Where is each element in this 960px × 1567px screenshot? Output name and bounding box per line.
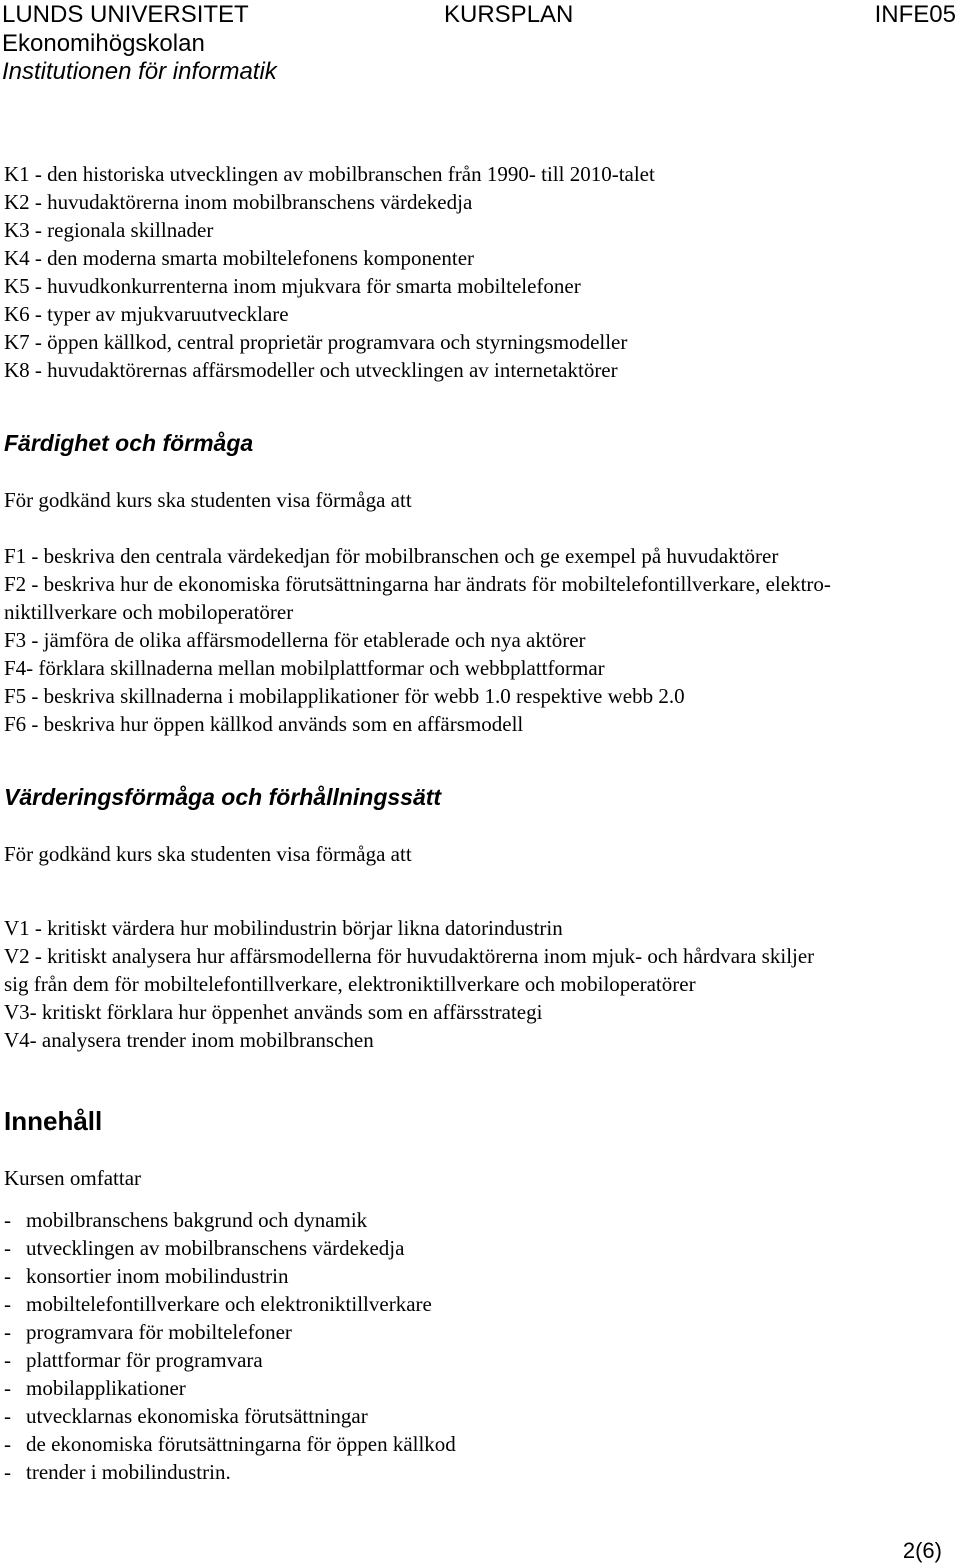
department-name: Institutionen för informatik	[2, 58, 277, 85]
skills-list	[4, 542, 956, 738]
list-item	[4, 1206, 956, 1234]
bullet-dash: -	[4, 1348, 11, 1372]
skills-heading: Färdighet och förmåga	[4, 430, 254, 456]
knowledge-item: K7 - öppen källkod, central proprietär programvara och styrningsmodeller	[4, 330, 628, 354]
value-item: V2 - kritiskt analysera hur affärsmodellerna för huvudaktörerna inom mjuk- och hårdvara skiljer	[4, 944, 815, 968]
bullet-dash: -	[4, 1404, 11, 1428]
content-intro: Kursen omfattar	[4, 1166, 142, 1190]
page-header	[2, 0, 958, 86]
list-item-text: mobilbranschens bakgrund och dynamik	[26, 1208, 368, 1232]
knowledge-item: K8 - huvudaktörernas affärsmodeller och utvecklingen av internetaktörer	[4, 358, 618, 382]
knowledge-item: K5 - huvudkonkurrenterna inom mjukvara för smarta mobiltelefoner	[4, 274, 581, 298]
content-list	[4, 1206, 956, 1486]
bullet-dash: -	[4, 1292, 11, 1316]
list-item-text: de ekonomiska förutsättningarna för öppen källkod	[26, 1432, 456, 1456]
list-item-text: programvara för mobiltelefoner	[26, 1320, 292, 1344]
value-item: sig från dem för mobiltelefontillverkare, elektroniktillverkare och mobiloperatörer	[4, 972, 696, 996]
values-intro: För godkänd kurs ska studenten visa förmåga att	[4, 842, 412, 866]
skills-intro: För godkänd kurs ska studenten visa förmåga att	[4, 488, 412, 512]
knowledge-list	[4, 160, 956, 384]
list-item-text: plattformar för programvara	[26, 1348, 263, 1372]
list-item-text: konsortier inom mobilindustrin	[26, 1264, 289, 1288]
bullet-dash: -	[4, 1432, 11, 1456]
list-item	[4, 1346, 956, 1374]
bullet-dash: -	[4, 1460, 11, 1484]
value-item: V1 - kritiskt värdera hur mobilindustrin börjar likna datorindustrin	[4, 916, 563, 940]
bullet-dash: -	[4, 1320, 11, 1344]
value-item: V3- kritiskt förklara hur öppenhet används som en affärsstrategi	[4, 1000, 543, 1024]
list-item-text: mobilapplikationer	[26, 1376, 186, 1400]
bullet-dash: -	[4, 1376, 11, 1400]
knowledge-item: K3 - regionala skillnader	[4, 218, 214, 242]
course-code: INFE05	[874, 1, 956, 28]
list-item-text: utvecklingen av mobilbranschens värdekedja	[26, 1236, 405, 1260]
document-type: KURSPLAN	[444, 1, 574, 28]
school-name: Ekonomihögskolan	[2, 30, 205, 57]
list-item	[4, 1262, 956, 1290]
list-item-text: mobiltelefontillverkare och elektroniktillverkare	[26, 1292, 432, 1316]
knowledge-item: K1 - den historiska utvecklingen av mobilbranschen från 1990- till 2010-talet	[4, 162, 655, 186]
skill-item: F6 - beskriva hur öppen källkod används som en affärsmodell	[4, 712, 524, 736]
list-item	[4, 1234, 956, 1262]
knowledge-item: K2 - huvudaktörerna inom mobilbranschens värdekedja	[4, 190, 473, 214]
list-item	[4, 1458, 956, 1486]
list-item-text: utvecklarnas ekonomiska förutsättningar	[26, 1404, 368, 1428]
university-name: LUNDS UNIVERSITET	[2, 1, 249, 28]
list-item	[4, 1402, 956, 1430]
bullet-dash: -	[4, 1208, 11, 1232]
skill-item: niktillverkare och mobiloperatörer	[4, 600, 294, 624]
knowledge-item: K6 - typer av mjukvaruutvecklare	[4, 302, 289, 326]
bullet-dash: -	[4, 1236, 11, 1260]
list-item	[4, 1318, 956, 1346]
value-item: V4- analysera trender inom mobilbranschen	[4, 1028, 374, 1052]
skill-item: F2 - beskriva hur de ekonomiska förutsättningarna har ändrats för mobiltelefontillverkare, elektro-	[4, 572, 831, 596]
list-item-text: trender i mobilindustrin.	[26, 1460, 231, 1484]
skill-item: F1 - beskriva den centrala värdekedjan för mobilbranschen och ge exempel på huvudaktörer	[4, 544, 779, 568]
list-item	[4, 1290, 956, 1318]
values-heading: Värderingsförmåga och förhållningssätt	[4, 784, 442, 810]
values-list	[4, 914, 956, 1054]
list-item	[4, 1430, 956, 1458]
content-heading: Innehåll	[4, 1106, 103, 1136]
knowledge-item: K4 - den moderna smarta mobiltelefonens komponenter	[4, 246, 475, 270]
skill-item: F5 - beskriva skillnaderna i mobilapplikationer för webb 1.0 respektive webb 2.0	[4, 684, 685, 708]
skill-item: F3 - jämföra de olika affärsmodellerna för etablerade och nya aktörer	[4, 628, 586, 652]
bullet-dash: -	[4, 1264, 11, 1288]
page-number: 2(6)	[902, 1538, 942, 1563]
list-item	[4, 1374, 956, 1402]
skill-item: F4- förklara skillnaderna mellan mobilplattformar och webbplattformar	[4, 656, 605, 680]
